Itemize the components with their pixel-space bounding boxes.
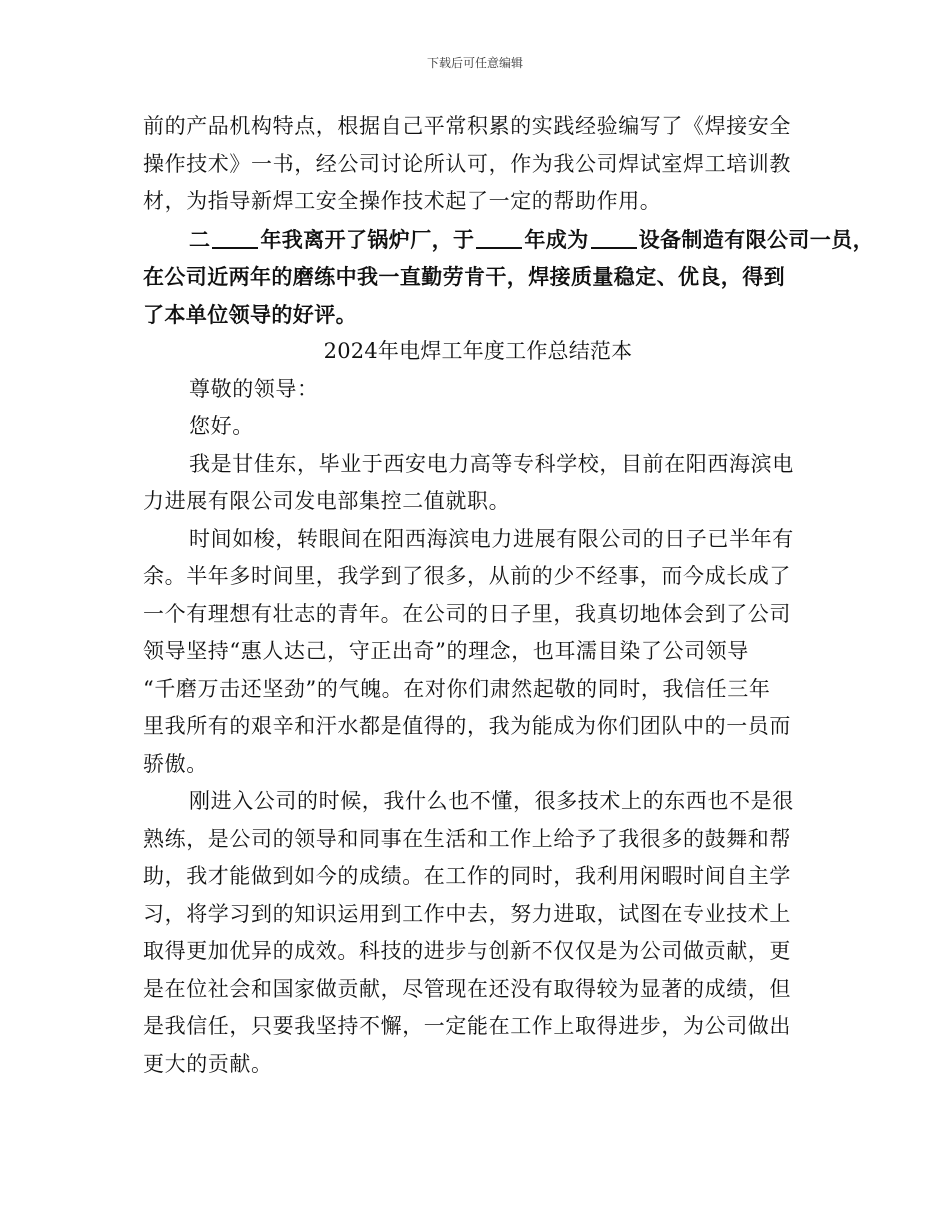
- text-line: 一个有理想有壮志的青年。在公司的日子里，我真切地体会到了公司: [143, 601, 791, 626]
- text-line: 领导坚持“惠人达己，守正出奇”的理念，也耳濡目染了公司领导: [143, 639, 749, 663]
- bold-text: 设备制造有限公司一员，: [638, 226, 875, 252]
- bold-paragraph-line: 在公司近两年的磨练中我一直勤劳肯干，焊接质量稳定、优良，得到: [143, 264, 785, 289]
- text-line: “千磨万击还坚劲”的气魄。在对你们肃然起敬的同时，我信任三年: [143, 676, 771, 701]
- document-title: 2024年电焊工年度工作总结范本: [323, 339, 633, 363]
- text-line: 里我所有的艰辛和汗水都是值得的，我为能成为你们团队中的一员而: [143, 714, 791, 738]
- text-line: 取得更加优异的成效。科技的进步与创新不仅仅是为公司做贡献，更: [143, 939, 791, 963]
- text-line: 习，将学习到的知识运用到工作中去，努力进取，试图在专业技术上: [143, 901, 791, 926]
- text-line: 更大的贡献。: [143, 1051, 273, 1076]
- text-line: 操作技术》一书，经公司讨论所认可，作为我公司焊试室焊工培训教: [143, 151, 791, 176]
- fill-in-blank: [476, 225, 522, 249]
- greeting-line: 您好。: [189, 414, 254, 438]
- document-body: [143, 108, 875, 1083]
- text-line: 材，为指导新焊工安全操作技术起了一定的帮助作用。: [143, 189, 662, 213]
- text-line: 是我信任，只要我坚持不懈，一定能在工作上取得进步，为公司做出: [143, 1014, 791, 1038]
- bold-paragraph-line: 了本单位领导的好评。: [143, 301, 357, 327]
- bold-text: 二: [189, 226, 211, 252]
- text-line: 助，我才能做到如今的成绩。在工作的同时，我利用闲暇时间自主学: [143, 864, 791, 888]
- bold-paragraph-line: [143, 221, 875, 259]
- text-line: 骄傲。: [143, 751, 208, 776]
- text-line: 刚进入公司的时候，我什么也不懂，很多技术上的东西也不是很: [189, 789, 794, 813]
- text-line: 前的产品机构特点，根据自己平常积累的实践经验编写了《焊接安全: [143, 114, 791, 138]
- text-line: 我是甘佳东，毕业于西安电力高等专科学校，目前在阳西海滨电: [189, 451, 794, 476]
- text-line: 余。半年多时间里，我学到了很多，从前的少不经事，而今成长成了: [143, 564, 791, 588]
- bold-text: 年我离开了锅炉厂，于: [260, 226, 475, 252]
- fill-in-blank: [591, 225, 637, 249]
- text-line: 是在位社会和国家做贡献，尽管现在还没有取得较为显著的成绩，但: [143, 976, 791, 1001]
- fill-in-blank: [212, 225, 258, 249]
- bold-text: 年成为: [524, 226, 589, 252]
- text-line: 力进展有限公司发电部集控二值就职。: [143, 489, 511, 513]
- page-header-note: 下载后可任意编辑: [426, 56, 523, 70]
- text-line: 熟练，是公司的领导和同事在生活和工作上给予了我很多的鼓舞和帮: [143, 826, 791, 851]
- salutation: 尊敬的领导：: [189, 376, 319, 401]
- text-line: 时间如梭，转眼间在阳西海滨电力进展有限公司的日子已半年有: [189, 526, 794, 551]
